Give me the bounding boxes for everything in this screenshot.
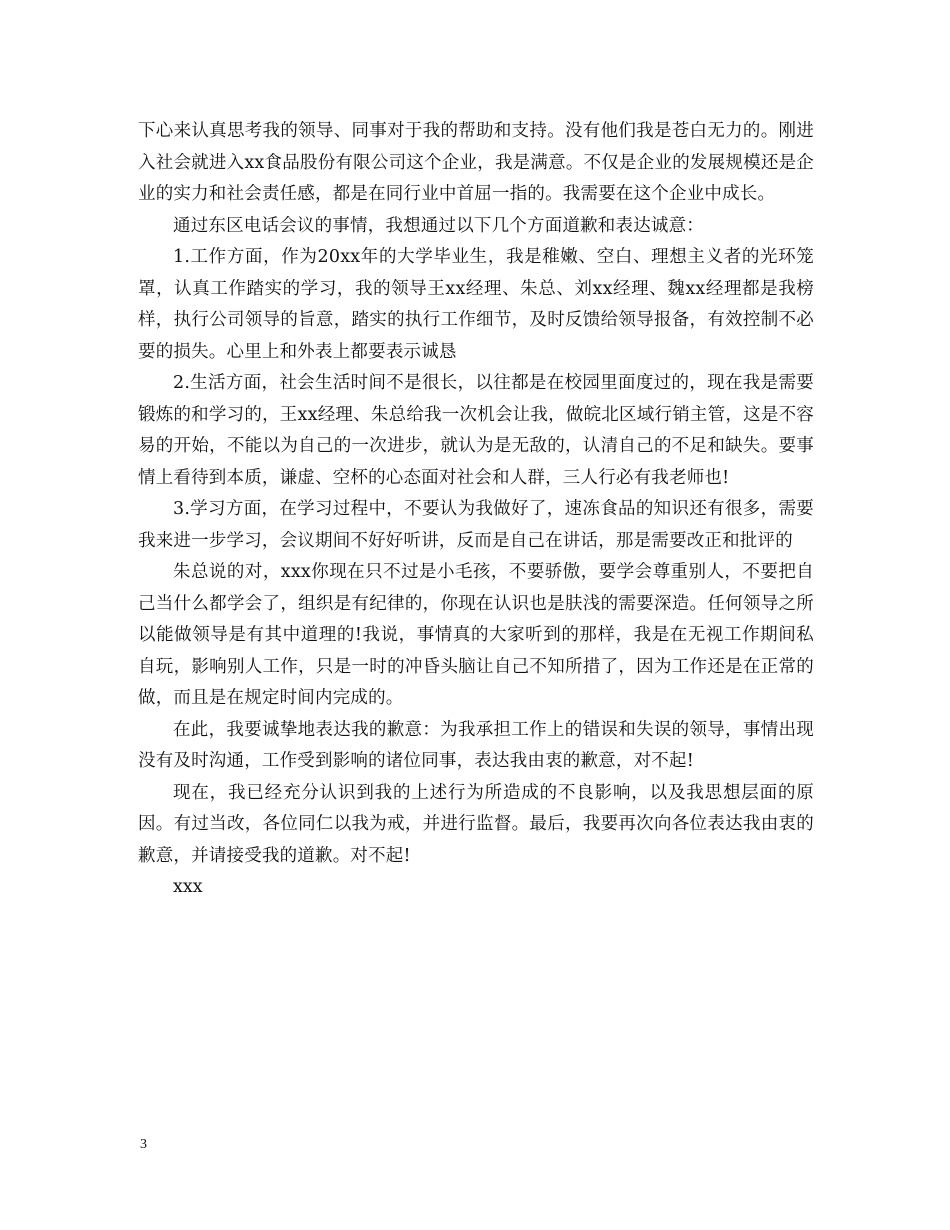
signature: xxx [173,877,203,897]
paragraph-study-aspect: 3.学习方面，在学习过程中，不要认为我做好了，速冻食品的知识还有很多，需要我来进一步学习，会议期间不好好听讲，反而是自己在讲话，那是需要改正和批评的 [138,499,814,551]
page-number: 3 [140,1137,147,1152]
paragraph-sincere-apology: 在此，我要诚挚地表达我的歉意：为我承担工作上的错误和失误的领导，事情出现没有及时沟通，工作受到影响的诸位同事，表达我由衷的歉意，对不起! [138,719,814,771]
paragraph-life-aspect: 2.生活方面，社会生活时间不是很长，以往都是在校园里面度过的，现在我是需要锻炼的和学习的，王xx经理、朱总给我一次机会让我，做皖北区域行销主管，这是不容易的开始，不能以为自己的一次进步，就认为是无敌的，认清自己的不足和缺失。要事情上看待到本质，谦虚、空杯的心态面对社会和人群，三人行必有我老师也! [138,373,814,488]
paragraph-continuation: 下心来认真思考我的领导、同事对于我的帮助和支持。没有他们我是苍白无力的。刚进入社会就进入xx食品股份有限公司这个企业，我是满意。不仅是企业的发展规模还是企业的实力和社会责任感，都是在同行业中首屈一指的。我需要在这个企业中成长。 [138,121,814,204]
paragraph-conclusion: 现在，我已经充分认识到我的上述行为所造成的不良影响，以及我思想层面的原因。有过当改，各位同仁以我为戒，并进行监督。最后，我要再次向各位表达我由衷的歉意，并请接受我的道歉。对不起! [138,782,814,866]
paragraph-work-aspect: 1.工作方面，作为20xx年的大学毕业生，我是稚嫩、空白、理想主义者的光环笼罩，认真工作踏实的学习，我的领导王xx经理、朱总、刘xx经理、魏xx经理都是我榜样，执行公司领导的旨意，踏实的执行工作细节，及时反馈给领导报备，有效控制不必要的损失。心里上和外表上都要表示诚恳 [138,247,814,362]
paragraph-manager-advice: 朱总说的对，xxx你现在只不过是小毛孩，不要骄傲，要学会尊重别人，不要把自己当什么都学会了，组织是有纪律的，你现在认识也是肤浅的需要深造。任何领导之所以能做领导是有其中道理的!我说，事情真的大家听到的那样，我是在无视工作期间私自玩，影响别人工作，只是一时的冲昏头脑让自己不知所措了，因为工作还是在正常的做，而且是在规定时间内完成的。 [138,562,814,708]
paragraph-intro-apology: 通过东区电话会议的事情，我想通过以下几个方面道歉和表达诚意： [173,215,704,236]
document-body [138,116,814,904]
